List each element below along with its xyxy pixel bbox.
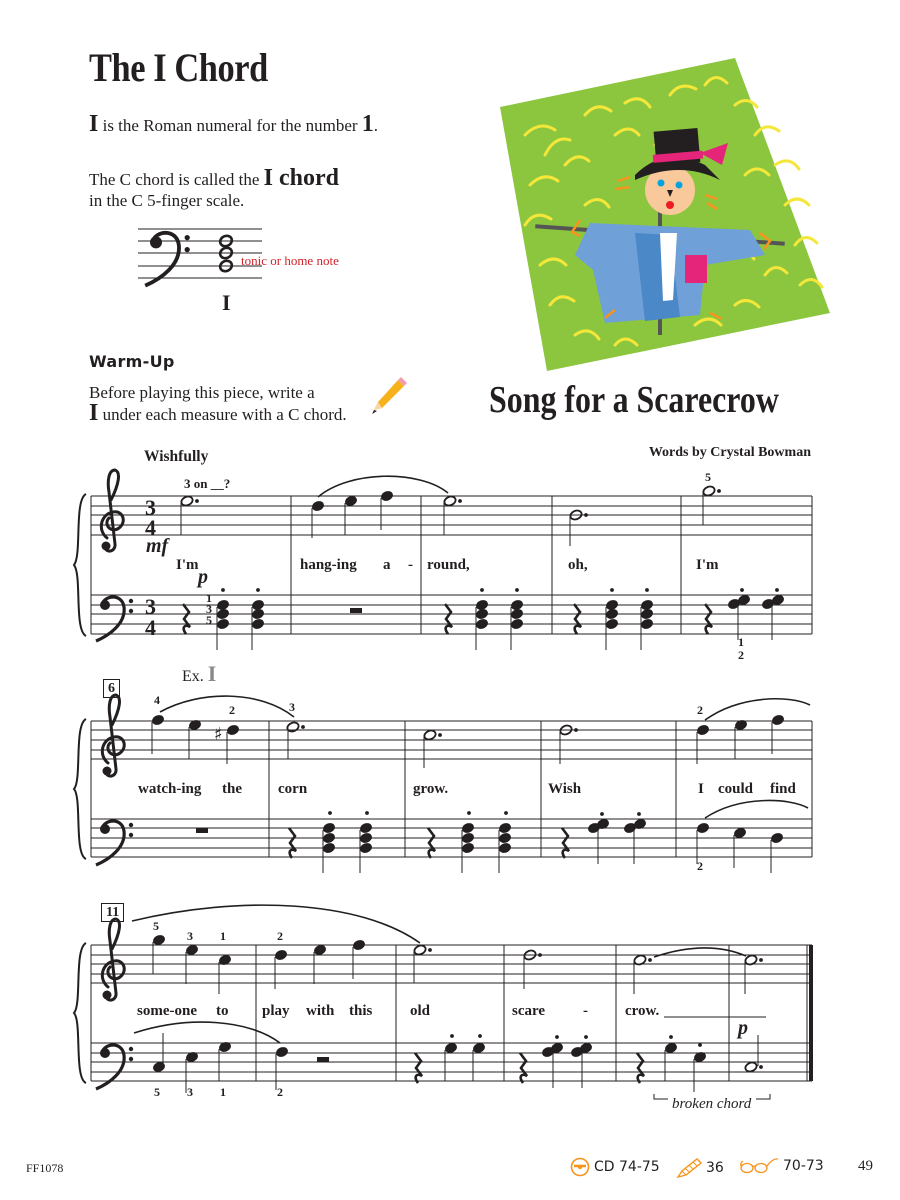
finger-2: 2 [697, 859, 703, 873]
lyric: play [262, 1003, 290, 1019]
svg-text:4: 4 [145, 515, 156, 540]
half-rest [317, 1057, 329, 1062]
finger-4: 4 [154, 693, 160, 707]
finger-2: 2 [697, 703, 703, 717]
warmup-line-1: Before playing this piece, write a [89, 383, 315, 402]
i-chord-bold: I chord [263, 165, 340, 191]
example-chord-numeral: I [222, 290, 231, 315]
time-signature [145, 495, 156, 640]
lyric: some-one [137, 1003, 197, 1019]
finger-2: 2 [229, 703, 235, 717]
number-one: 1 [361, 111, 374, 137]
finger-5: 5 [154, 1085, 160, 1099]
lyric: a [383, 557, 391, 573]
broken-chord-label: broken chord [672, 1096, 752, 1112]
system-1-notes [180, 485, 785, 650]
finger-1: 1 [220, 929, 226, 943]
final-barline [809, 945, 813, 1081]
lyric: to [216, 1003, 229, 1019]
reading-reference [739, 1157, 824, 1175]
lyric: I'm [696, 557, 719, 573]
lyric: this [349, 1003, 373, 1019]
glasses-icon [739, 1157, 779, 1175]
sharp-icon: ♯ [214, 724, 223, 745]
lyric: oh, [568, 557, 588, 573]
warmup-numeral: I [89, 400, 99, 426]
c-chord [216, 589, 654, 650]
chord-fingering: 1 3 5 [206, 591, 212, 627]
half-rest [196, 828, 208, 833]
cd-tracks: CD 74-75 [594, 1159, 660, 1175]
svg-text:4: 4 [145, 615, 156, 640]
finger-2: 2 [277, 929, 283, 943]
lyric: I'm [176, 557, 199, 573]
annotation-3-on: 3 on __? [184, 476, 231, 491]
treble-clef-icon [102, 695, 124, 776]
page-number: 49 [858, 1158, 873, 1174]
finger-3: 3 [289, 700, 295, 714]
page-title: The I Chord [89, 45, 268, 90]
warmup-line-2: under each measure with a C chord. [98, 405, 347, 424]
lyric: scare [512, 1003, 546, 1019]
lyric: round, [427, 557, 470, 573]
lyric: - [583, 1003, 588, 1019]
song-byline: Words by Crystal Bowman [648, 445, 811, 460]
system-2-notes [151, 714, 785, 873]
measure-number-11: 11 [101, 903, 124, 922]
intro-end: . [373, 116, 379, 135]
lyric: find [770, 781, 796, 797]
lyric: old [410, 1003, 431, 1019]
lyric: watch-ing [138, 781, 202, 797]
svg-text:3: 3 [145, 495, 156, 520]
lyric: grow. [413, 781, 449, 797]
tonic-label: tonic or home note [241, 253, 339, 268]
tempo-marking: Wishfully [144, 448, 209, 465]
intro-text: is the Roman numeral for the number [98, 116, 362, 135]
lyric: I [698, 781, 704, 797]
ex-numeral: I [207, 661, 217, 686]
system-3 [91, 945, 812, 1081]
song-title: Song for a Scarecrow [489, 379, 779, 421]
finger-5: 5 [153, 919, 159, 933]
lyric: the [222, 781, 242, 797]
lyric: with [306, 1003, 335, 1019]
measure-number-6: 6 [103, 679, 120, 698]
reading-pages: 70-73 [783, 1158, 824, 1174]
treble-clef-icon [102, 919, 124, 1000]
c-chord-text: The C chord is called the [89, 170, 264, 189]
dynamic-p: p [198, 566, 208, 588]
c-chord-text-2: in the C 5-finger scale. [89, 191, 245, 210]
example-label [182, 661, 216, 687]
lyric: Wish [548, 781, 582, 797]
ex-text: Ex. [182, 668, 204, 685]
lyric: - [408, 557, 413, 573]
warmup-heading: Warm-Up [89, 352, 175, 371]
finger-5: 5 [705, 470, 711, 484]
finger-3: 3 [187, 929, 193, 943]
finger-1-2: 1 2 [738, 635, 744, 662]
dynamic-p: p [738, 1017, 748, 1039]
svg-text:3: 3 [145, 594, 156, 619]
roman-numeral: I [89, 111, 99, 137]
finger-3: 3 [187, 1085, 193, 1099]
book-code: FF1078 [26, 1161, 64, 1175]
bass-clef-icon [96, 1045, 133, 1089]
finger-2: 2 [277, 1085, 283, 1099]
lyric: could [718, 781, 754, 797]
workbook-reference [676, 1157, 724, 1179]
half-rest [350, 608, 362, 613]
pencil-icon [676, 1157, 702, 1179]
cd-reference [570, 1157, 660, 1177]
treble-clef-icon [101, 470, 123, 551]
lyric: corn [278, 781, 308, 797]
cd-icon [570, 1157, 590, 1177]
system-3-notes [152, 934, 762, 1093]
workbook-page: 36 [706, 1160, 724, 1176]
dynamic-mf: mf [146, 535, 169, 557]
lyric: crow. [625, 1003, 660, 1019]
grand-staff-braces [74, 494, 86, 1083]
lyric: hang-ing [300, 557, 357, 573]
finger-1: 1 [220, 1085, 226, 1099]
